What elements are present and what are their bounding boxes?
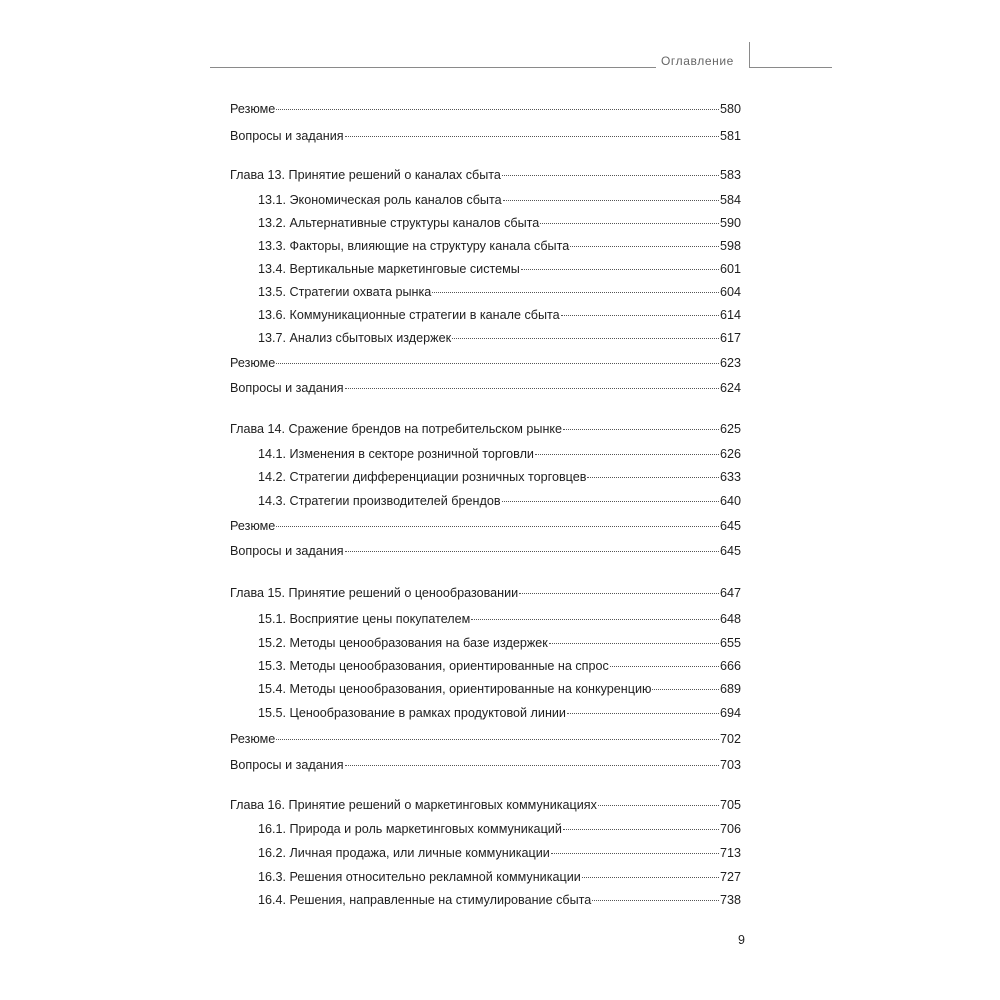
toc-entry (258, 469, 741, 485)
toc-entry-title: 13.4. Вертикальные маркетинговые системы (258, 262, 520, 276)
toc-entry (258, 307, 741, 323)
dot-leader (567, 713, 719, 714)
dot-leader (276, 526, 719, 527)
page-number: 9 (738, 933, 745, 947)
toc-entry (258, 705, 741, 721)
toc-entry-title: 15.1. Восприятие цены покупателем (258, 612, 471, 626)
dot-leader (502, 501, 719, 502)
toc-entry-page: 738 (719, 893, 741, 907)
toc-entry-page: 633 (719, 470, 741, 484)
dot-leader (276, 739, 719, 740)
toc-entry-title: Вопросы и задания (230, 544, 344, 558)
toc-entry-title: 16.3. Решения относительно рекламной коммуникации (258, 870, 581, 884)
toc-entry-title: 16.4. Решения, направленные на стимулирование сбыта (258, 893, 592, 907)
dot-leader (598, 805, 719, 806)
toc-entry-page: 703 (719, 758, 741, 772)
toc-entry-title: Глава 14. Сражение брендов на потребительском рынке (230, 422, 563, 436)
dot-leader (519, 593, 719, 594)
dot-leader (561, 315, 719, 316)
dot-leader (582, 877, 719, 878)
toc-entry-title: 13.5. Стратегии охвата рынка (258, 285, 432, 299)
toc-entry-page: 713 (719, 846, 741, 860)
dot-leader (345, 551, 719, 552)
toc-entry-page: 583 (719, 168, 741, 182)
toc-entry-title: 13.6. Коммуникационные стратегии в канале сбыта (258, 308, 560, 322)
toc-entry (258, 215, 741, 231)
toc-entry (258, 261, 741, 277)
toc-entry (258, 892, 741, 908)
toc-entry-title: Резюме (230, 356, 276, 370)
toc-entry (258, 611, 741, 627)
toc-entry-page: 666 (719, 659, 741, 673)
toc-entry (230, 355, 741, 371)
dot-leader (452, 338, 719, 339)
toc-entry-title: 14.1. Изменения в секторе розничной торговли (258, 447, 534, 461)
toc-entry-title: 15.4. Методы ценообразования, ориентированные на конкуренцию (258, 682, 652, 696)
toc-entry-page: 645 (719, 544, 741, 558)
toc-entry-page: 623 (719, 356, 741, 370)
toc-entry (230, 128, 741, 144)
toc-entry-page: 694 (719, 706, 741, 720)
toc-entry-page: 625 (719, 422, 741, 436)
toc-entry-page: 626 (719, 447, 741, 461)
toc-entry-page: 617 (719, 331, 741, 345)
dot-leader (276, 363, 719, 364)
toc-entry (258, 192, 741, 208)
toc-entry-title: 16.2. Личная продажа, или личные коммуникации (258, 846, 550, 860)
toc-entry (258, 238, 741, 254)
running-title: Оглавление (661, 54, 734, 68)
toc-entry (230, 421, 741, 437)
dot-leader (563, 429, 719, 430)
dot-leader (432, 292, 719, 293)
toc-entry-title: 15.2. Методы ценообразования на базе издержек (258, 636, 548, 650)
header-rule-left (210, 67, 656, 68)
toc-entry (258, 284, 741, 300)
dot-leader (652, 689, 719, 690)
toc-entry-title: Глава 16. Принятие решений о маркетинговых коммуникациях (230, 798, 597, 812)
toc-entry-title: 14.2. Стратегии дифференциации розничных торговцев (258, 470, 587, 484)
dot-leader (540, 223, 719, 224)
toc-entry-title: Глава 15. Принятие решений о ценообразовании (230, 586, 519, 600)
toc-entry-page: 601 (719, 262, 741, 276)
dot-leader (503, 200, 719, 201)
dot-leader (521, 269, 719, 270)
toc-entry-title: Резюме (230, 519, 276, 533)
toc-entry-page: 581 (719, 129, 741, 143)
toc-entry-title: 13.2. Альтернативные структуры каналов сбыта (258, 216, 540, 230)
toc-entry (258, 330, 741, 346)
toc-entry (258, 869, 741, 885)
toc-entry-page: 590 (719, 216, 741, 230)
dot-leader (345, 388, 719, 389)
dot-leader (471, 619, 719, 620)
toc-entry (230, 585, 741, 601)
toc-entry-title: 14.3. Стратегии производителей брендов (258, 494, 501, 508)
toc-entry-page: 598 (719, 239, 741, 253)
toc-entry-page: 580 (719, 102, 741, 116)
toc-entry-page: 648 (719, 612, 741, 626)
toc-entry-title: 15.5. Ценообразование в рамках продуктовой линии (258, 706, 566, 720)
toc-entry (258, 493, 741, 509)
toc-entry-page: 604 (719, 285, 741, 299)
dot-leader (549, 643, 719, 644)
header-rule-vertical (749, 42, 750, 68)
toc-entry-title: 13.3. Факторы, влияющие на структуру канала сбыта (258, 239, 570, 253)
toc-entry-page: 647 (719, 586, 741, 600)
toc-entry-page: 706 (719, 822, 741, 836)
toc-entry-title: Вопросы и задания (230, 381, 344, 395)
toc-entry (230, 101, 741, 117)
dot-leader (345, 136, 719, 137)
toc-entry (230, 731, 741, 747)
toc-entry (258, 681, 741, 697)
toc-entry-page: 645 (719, 519, 741, 533)
toc-entry (258, 845, 741, 861)
dot-leader (345, 765, 719, 766)
toc-entry (230, 167, 741, 183)
dot-leader (535, 454, 719, 455)
toc-entry-title: Резюме (230, 102, 276, 116)
dot-leader (610, 666, 719, 667)
dot-leader (276, 109, 719, 110)
toc-entry-title: 16.1. Природа и роль маркетинговых коммуникаций (258, 822, 562, 836)
toc-entry-title: Вопросы и задания (230, 129, 344, 143)
toc-entry (258, 635, 741, 651)
dot-leader (502, 175, 719, 176)
toc-entry-title: 13.7. Анализ сбытовых издержек (258, 331, 452, 345)
toc-entry-title: Вопросы и задания (230, 758, 344, 772)
toc-entry-page: 727 (719, 870, 741, 884)
toc-entry-page: 705 (719, 798, 741, 812)
header-rule-right (749, 67, 832, 68)
toc-entry-title: Глава 13. Принятие решений о каналах сбыта (230, 168, 501, 182)
dot-leader (563, 829, 719, 830)
dot-leader (570, 246, 719, 247)
toc-entry (230, 797, 741, 813)
toc-entry (258, 446, 741, 462)
dot-leader (587, 477, 719, 478)
toc-entry-title: Резюме (230, 732, 276, 746)
toc-entry-title: 15.3. Методы ценообразования, ориентированные на спрос (258, 659, 609, 673)
toc-entry (258, 658, 741, 674)
toc-entry (230, 518, 741, 534)
toc-entry-page: 689 (719, 682, 741, 696)
dot-leader (592, 900, 719, 901)
toc-entry (230, 380, 741, 396)
toc-entry-page: 655 (719, 636, 741, 650)
toc-entry-page: 584 (719, 193, 741, 207)
toc-entry (230, 757, 741, 773)
toc-entry-page: 640 (719, 494, 741, 508)
toc-entry-page: 702 (719, 732, 741, 746)
toc-entry (230, 543, 741, 559)
toc-entry-page: 624 (719, 381, 741, 395)
toc-entry-page: 614 (719, 308, 741, 322)
dot-leader (551, 853, 719, 854)
toc-entry-title: 13.1. Экономическая роль каналов сбыта (258, 193, 502, 207)
toc-entry (258, 821, 741, 837)
